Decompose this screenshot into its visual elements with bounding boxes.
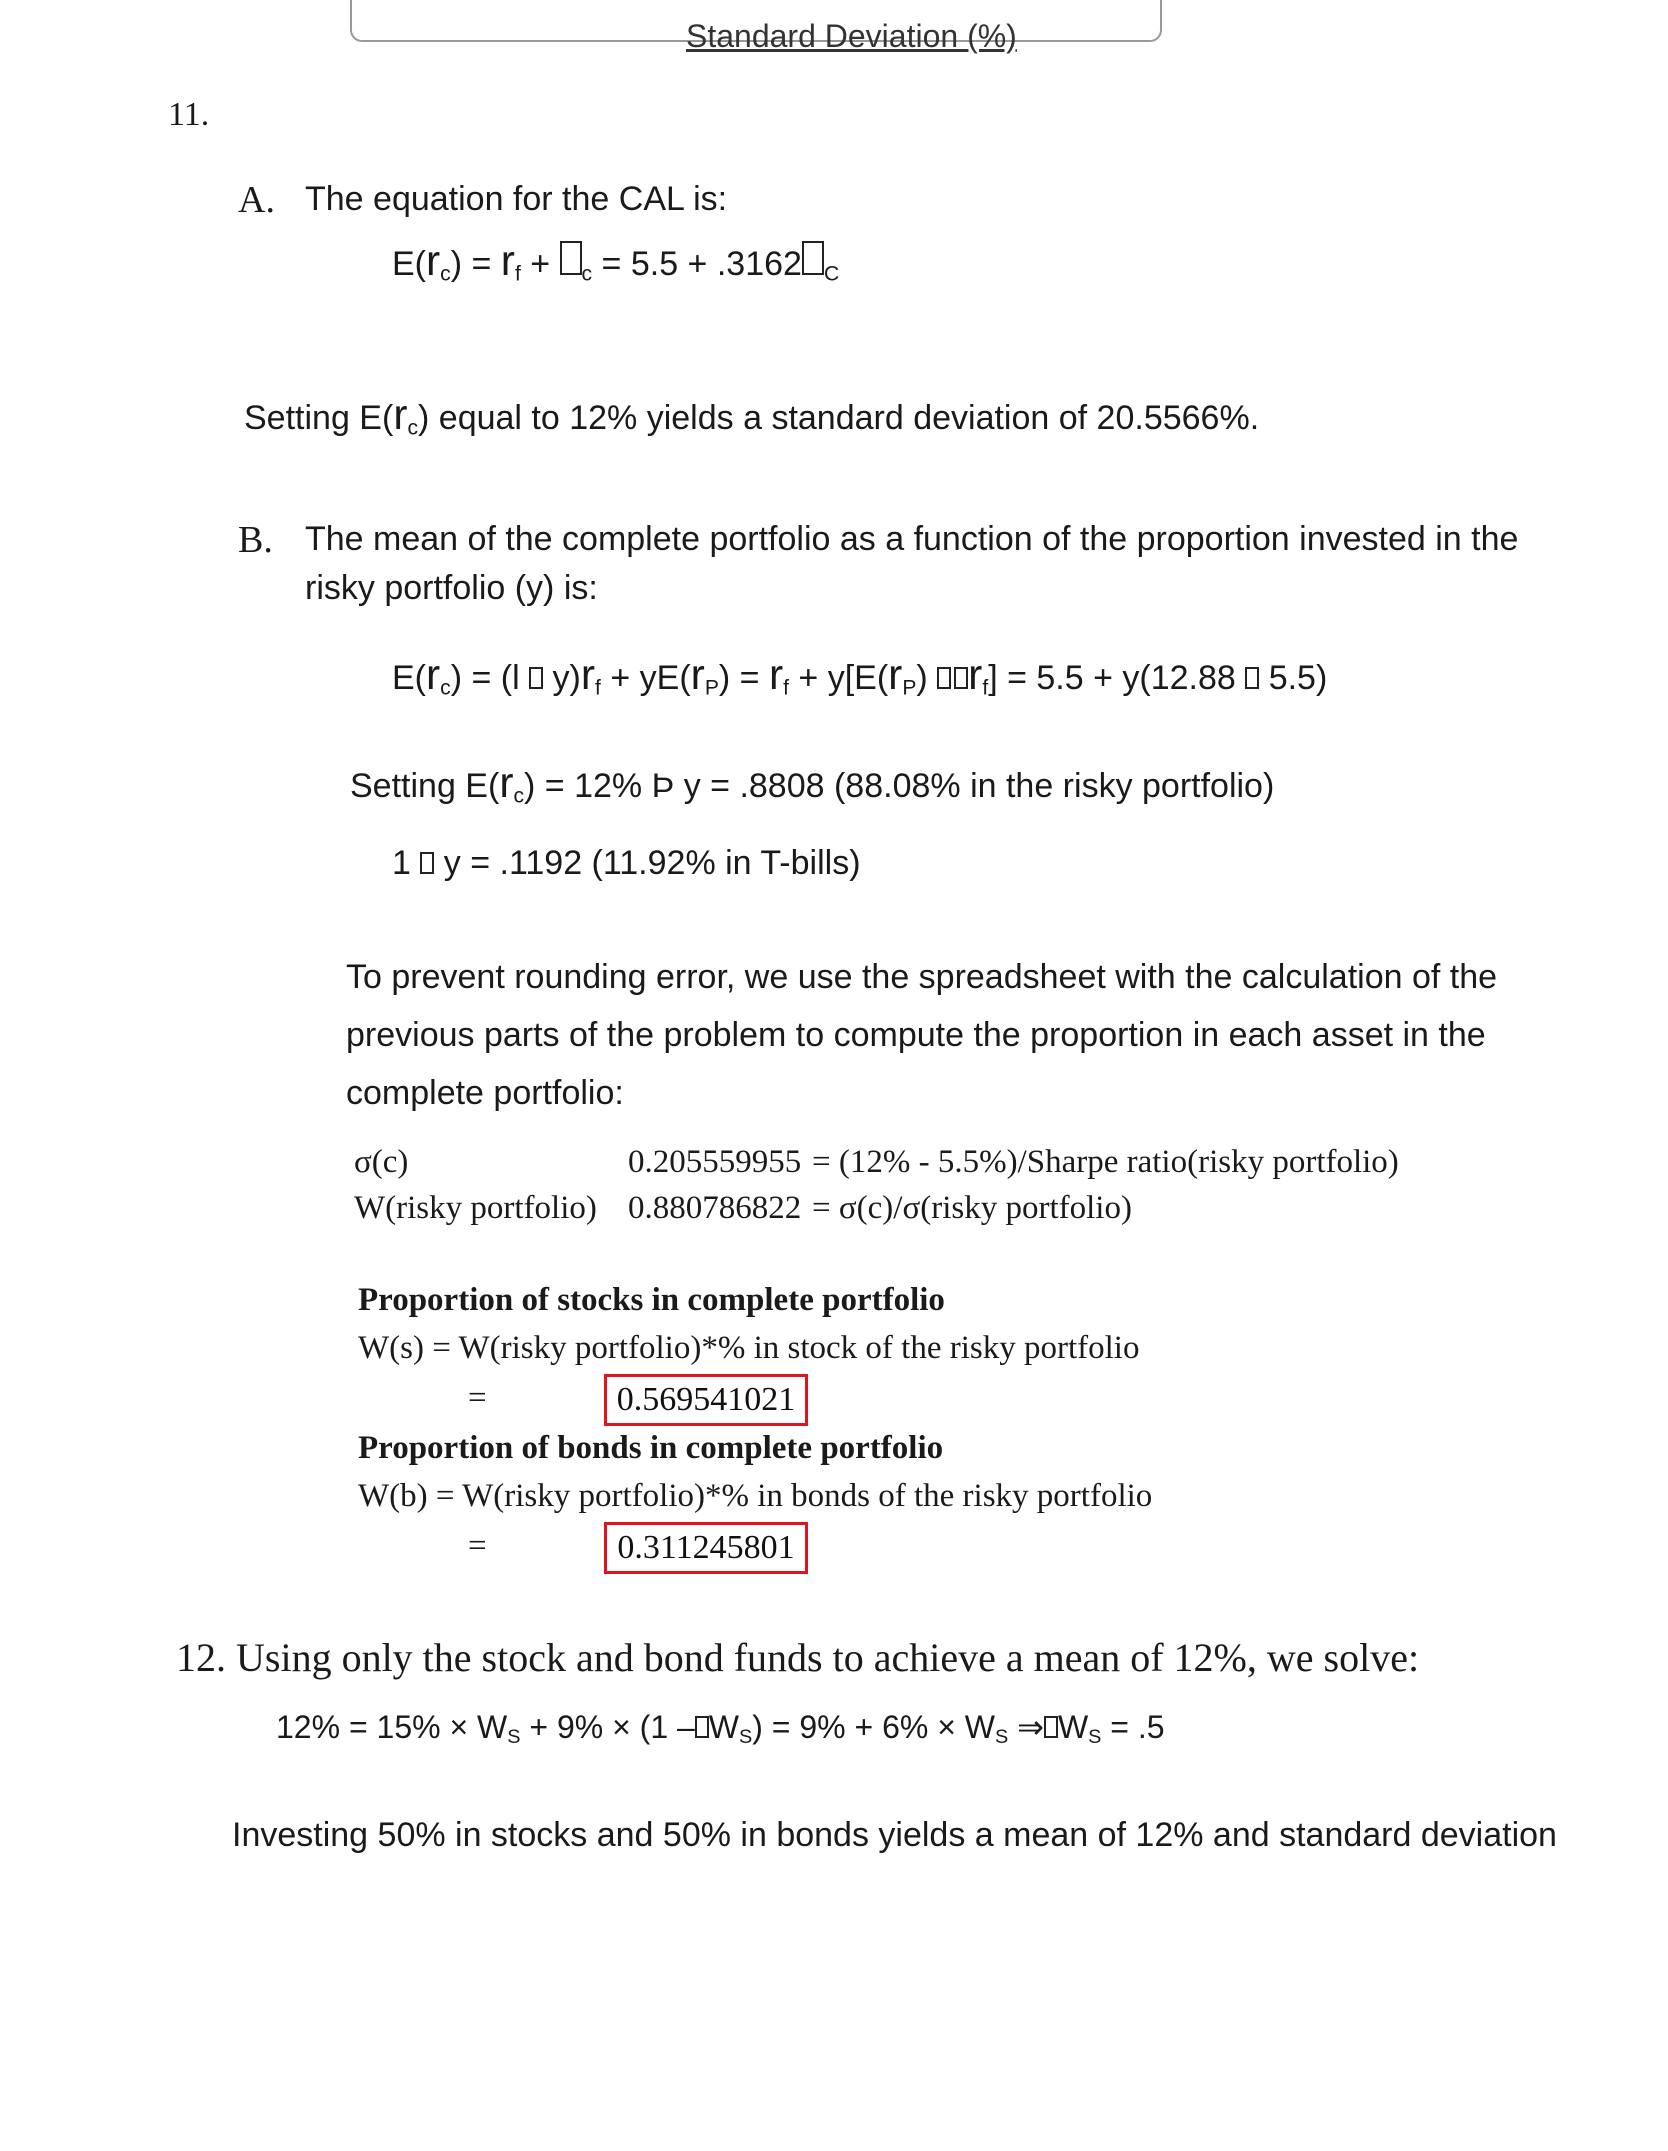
sigma-c-label: σ(c)	[354, 1144, 409, 1180]
part-a-intro: The equation for the CAL is:	[305, 180, 728, 218]
w-risky-label: W(risky portfolio)	[354, 1190, 597, 1226]
bonds-proportion-heading: Proportion of bonds in complete portfolio	[358, 1430, 944, 1466]
missing-glyph-icon	[1044, 1716, 1058, 1738]
sigma-c-value: 0.205559955	[628, 1144, 802, 1180]
missing-glyph-icon	[420, 852, 434, 874]
complete-portfolio-mean-equation: $E(r_c) = (l$ $y)r_f + yE(r_P) = r_f + y[E(r_P)$ $r_f] = 5.5 + y(12.88$ 5.5)	[392, 652, 1328, 700]
question-number-11: 11.	[168, 96, 210, 133]
part-b-intro-line2: risky portfolio (y) is:	[305, 569, 598, 607]
missing-glyph-icon	[954, 667, 968, 689]
missing-glyph-icon	[560, 241, 582, 275]
stocks-proportion-heading: Proportion of stocks in complete portfolio	[358, 1282, 945, 1318]
rounding-paragraph-line3: complete portfolio:	[346, 1074, 624, 1112]
missing-glyph-icon	[937, 667, 951, 689]
part-b-one-minus-y: 1 y = .1192 (11.92% in T-bills)	[392, 844, 861, 882]
cal-equation: $E(r_c) = r_f + _c = 5.5 + .3162$ $_C$	[392, 238, 840, 286]
w-risky-value: 0.880786822	[628, 1190, 802, 1226]
w-risky-formula: = σ(c)/σ(risky portfolio)	[812, 1190, 1132, 1226]
question-12-intro: 12. Using only the stock and bond funds to achieve a mean of 12%, we solve:	[176, 1635, 1420, 1680]
sigma-c-formula: = (12% - 5.5%)/Sharpe ratio(risky portfolio)	[812, 1144, 1399, 1180]
missing-glyph-icon	[802, 241, 824, 275]
part-b-intro-line1: The mean of the complete portfolio as a function of the proportion invested in the	[305, 520, 1519, 558]
question-12-equation: $12\% = 15\% \times W_S + 9\% \times (1 - W_S) = 9\% + 6\% \times W_S$ ⇒ $W_S = .5$	[276, 1709, 1165, 1748]
part-a-letter: A.	[238, 179, 275, 221]
part-b-setting: Setting $E(r_c) = 12\%$ Þ y = .8808 (88.08% in the risky portfolio)	[350, 760, 1275, 808]
rounding-paragraph-line2: previous parts of the problem to compute the proportion in each asset in the	[346, 1016, 1486, 1054]
missing-glyph-icon	[695, 1716, 709, 1738]
axis-label-standard-deviation: Standard Deviation (%)	[686, 18, 1017, 54]
rounding-paragraph-line1: To prevent rounding error, we use the spreadsheet with the calculation of the	[346, 958, 1498, 996]
ws-formula: W(s) = W(risky portfolio)*% in stock of the risky portfolio	[358, 1330, 1140, 1366]
wb-value-highlight: 0.311245801	[604, 1522, 808, 1574]
ws-equals: =	[468, 1380, 487, 1416]
ws-value-highlight: 0.569541021	[604, 1374, 808, 1426]
missing-glyph-icon	[529, 667, 543, 689]
part-b-letter: B.	[238, 519, 273, 561]
missing-glyph-icon	[1245, 667, 1259, 689]
wb-equals: =	[468, 1528, 487, 1564]
wb-formula: W(b) = W(risky portfolio)*% in bonds of the risky portfolio	[358, 1478, 1153, 1514]
question-12-investing: Investing 50% in stocks and 50% in bonds yields a mean of 12% and standard deviation	[232, 1816, 1557, 1854]
part-a-setting: Setting $E(r_c)$ equal to 12% yields a standard deviation of 20.5566%.	[244, 392, 1260, 440]
